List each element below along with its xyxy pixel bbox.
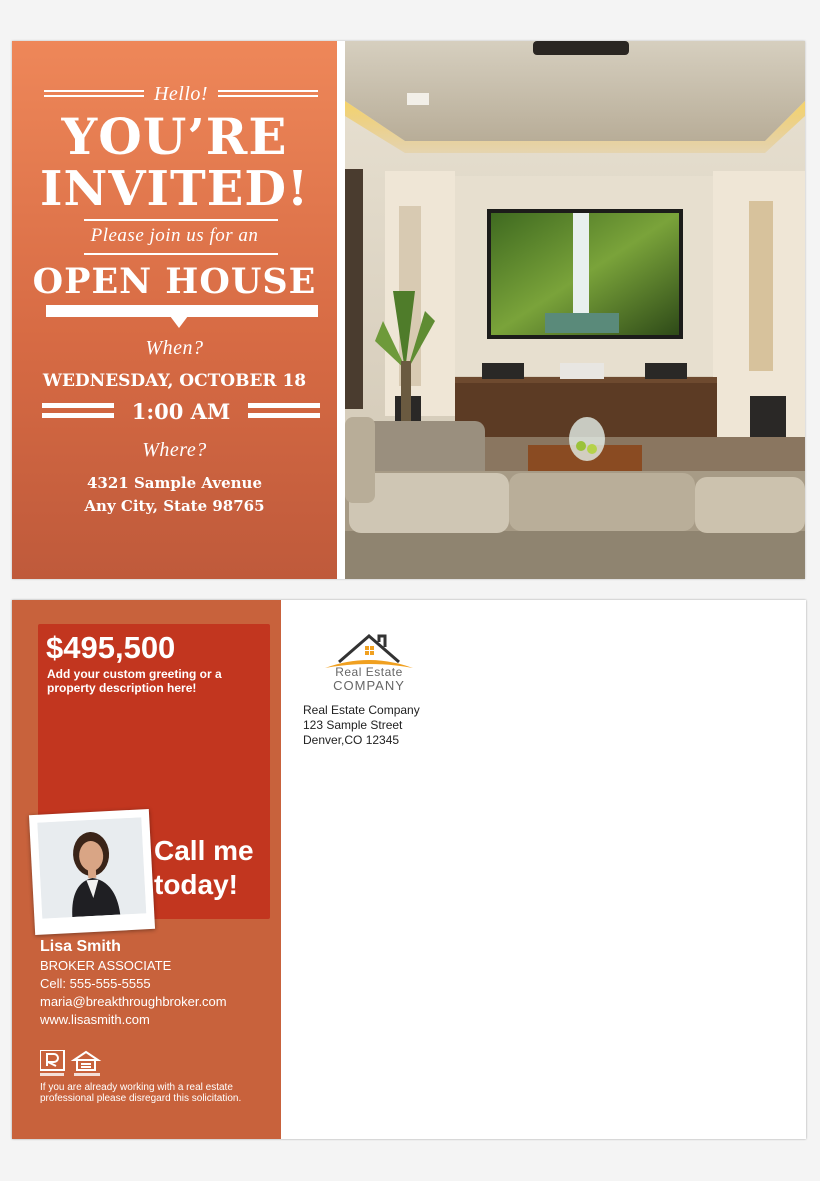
hello-text: Hello! (153, 83, 209, 105)
youre-heading: YOU’RE (61, 107, 288, 166)
postcard-back (12, 600, 806, 1139)
listing-price: $495,500 (46, 630, 176, 665)
agent-website[interactable]: www.lisasmith.com (40, 1012, 150, 1027)
agent-cell: Cell: 555-555-5555 (40, 976, 151, 991)
where-label: Where? (142, 439, 207, 461)
divider (84, 253, 278, 255)
event-time: 1:00 AM (131, 399, 231, 424)
agent-photo (29, 809, 155, 935)
realtor-logo-icon (40, 1050, 64, 1076)
when-label: When? (145, 337, 204, 359)
company-logo (319, 632, 419, 696)
event-address-line1: 4321 Sample Avenue (87, 474, 262, 492)
logo-line2: COMPANY (333, 678, 405, 693)
invitation-panel (12, 41, 337, 579)
mailing-panel (281, 600, 806, 1139)
time-row (42, 399, 320, 427)
open-house-heading: OPEN HOUSE (32, 261, 317, 302)
speech-banner-tip (170, 316, 188, 328)
postcard-front (12, 41, 805, 579)
greeting-text: Add your custom greeting or a property description here! (47, 667, 222, 695)
agent-panel (12, 600, 281, 1139)
living-room-photo (345, 41, 805, 579)
agent-email[interactable]: maria@breakthroughbroker.com (40, 994, 227, 1009)
disclaimer-text: If you are already working with a real estate professional please disregard this solicitation. (40, 1082, 242, 1104)
agent-name: Lisa Smith (40, 938, 121, 955)
company-name: Real Estate Company (303, 703, 420, 717)
compliance-logos (40, 1050, 120, 1078)
event-date: WEDNESDAY, OCTOBER 18 (42, 371, 307, 391)
company-city: Denver,CO 12345 (303, 733, 400, 747)
agent-portrait (37, 817, 146, 918)
please-join-text: Please join us for an (90, 225, 259, 246)
hello-row (44, 83, 318, 107)
company-street: 123 Sample Street (303, 718, 403, 732)
logo-line1: Real Estate (335, 665, 403, 679)
divider (84, 219, 278, 221)
agent-title: BROKER ASSOCIATE (40, 958, 172, 973)
event-address-line2: Any City, State 98765 (84, 497, 265, 515)
call-me-text: Call me today! (154, 835, 254, 900)
equal-housing-icon (74, 1052, 100, 1076)
invited-heading: INVITED! (39, 161, 310, 217)
return-address (303, 703, 420, 748)
living-room-illustration (345, 41, 805, 579)
